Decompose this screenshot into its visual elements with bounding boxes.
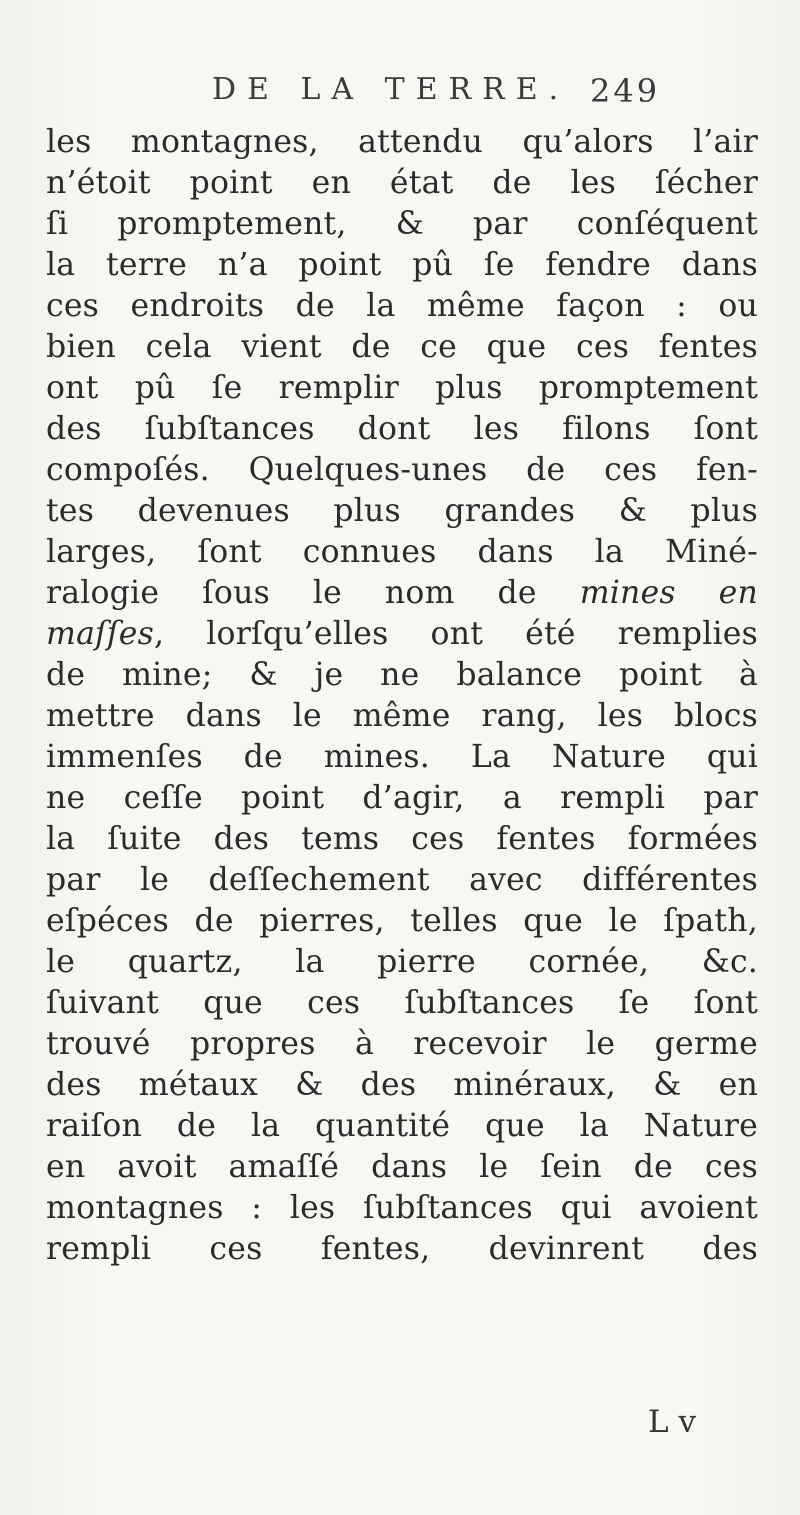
text-line: trouvé propres à recevoir le germe <box>46 1026 758 1062</box>
text-line: rempli ces fentes, devinrent des <box>46 1231 758 1267</box>
text-line: de mine; & je ne balance point à <box>46 657 758 693</box>
text-line: ne ceſſe point d’agir, a rempli par <box>46 780 758 816</box>
text-line: bien cela vient de ce que ces fentes <box>46 329 758 365</box>
italic-term: mines en <box>579 575 758 611</box>
italic-term: maſſes <box>46 616 154 652</box>
text-line: larges, ſont connues dans la Miné- <box>46 534 758 570</box>
catchword: L v <box>648 1404 696 1440</box>
body-text <box>46 122 758 1270</box>
text-line: la ſuite des tems ces fentes formées <box>46 821 758 857</box>
text-line: le quartz, la pierre cornée, &c. <box>46 944 758 980</box>
text-line: montagnes : les ſubſtances qui avoient <box>46 1190 758 1226</box>
text-line: raiſon de la quantité que la Nature <box>46 1108 758 1144</box>
text-line: eſpéces de pierres, telles que le ſpath, <box>46 903 758 939</box>
text-line: ont pû ſe remplir plus promptement <box>46 370 758 406</box>
text-line: la terre n’a point pû ſe fendre dans <box>46 247 758 283</box>
text-line: par le deſſechement avec différentes <box>46 862 758 898</box>
running-head <box>0 68 800 118</box>
text-line: mettre dans le même rang, les blocs <box>46 698 758 734</box>
text-line: les montagnes, attendu qu’alors l’air <box>46 124 758 160</box>
text-line: des ſubſtances dont les filons ſont <box>46 411 758 447</box>
text-line: en avoit amaſſé dans le ſein de ces <box>46 1149 758 1185</box>
text-line: ralogie ſous le nom de mines en <box>46 575 758 611</box>
text-line: ſuivant que ces ſubſtances ſe ſont <box>46 985 758 1021</box>
page-number: 249 <box>590 72 661 110</box>
text-line: compoſés. Quelques-unes de ces fen- <box>46 452 758 488</box>
text-line: ces endroits de la même façon : ou <box>46 288 758 324</box>
text-line: des métaux & des minéraux, & en <box>46 1067 758 1103</box>
text-line: n’étoit point en état de les ſécher <box>46 165 758 201</box>
text-line: tes devenues plus grandes & plus <box>46 493 758 529</box>
running-head-title: DE LA TERRE. <box>212 72 570 107</box>
text-line: ſi promptement, & par conſéquent <box>46 206 758 242</box>
text-line: maſſes, lorſqu’elles ont été remplies <box>46 616 758 652</box>
text-line: immenſes de mines. La Nature qui <box>46 739 758 775</box>
